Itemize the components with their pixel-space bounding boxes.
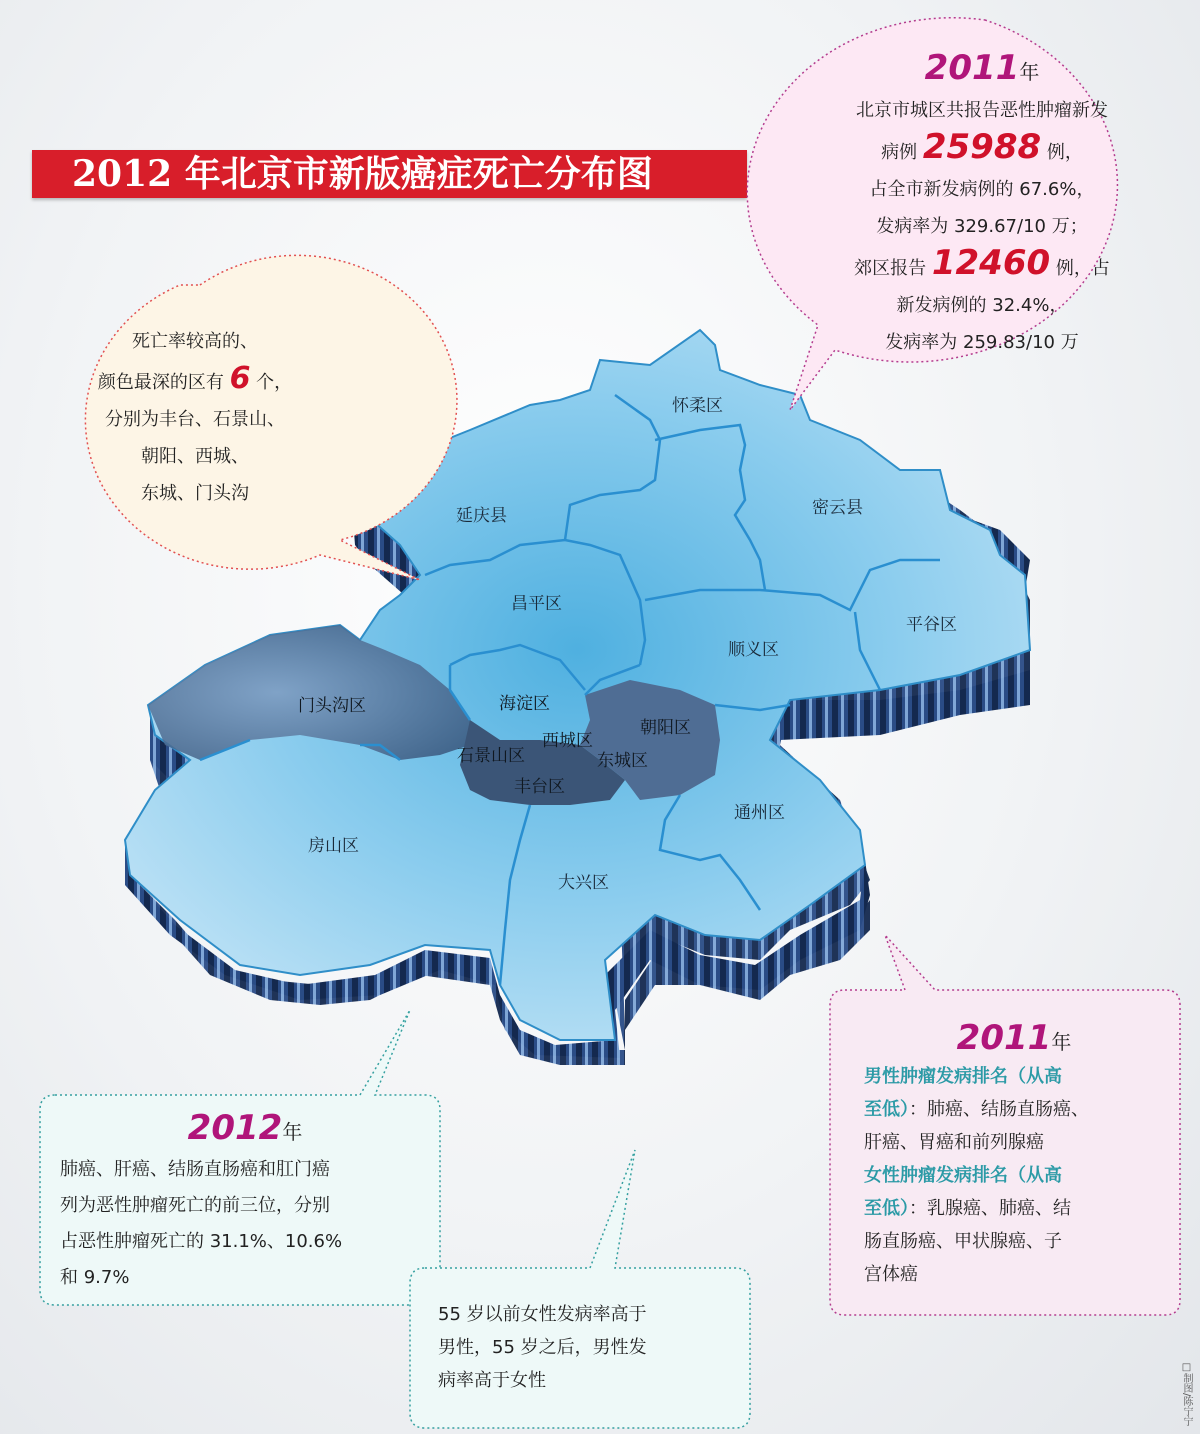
year-heading-2011-top: 2011年 [924,48,1040,88]
label-changping: 昌平区 [511,594,562,614]
bubble-top-right [812,50,1152,361]
label-mentougou: 门头沟区 [298,696,366,716]
stat-line-6: 新发病例的 32.4%， [896,295,1068,316]
label-miyun: 密云县 [812,498,863,518]
label-pinggu: 平谷区 [906,615,957,635]
label-dongcheng: 东城区 [597,751,648,771]
bl-line-2: 列为恶性肿瘤死亡的前三位，分别 [60,1195,330,1216]
stat-line-7: 发病率为 259.83/10 万 [885,332,1079,353]
year-heading-2011-bottom: 2011年 [956,1018,1072,1058]
credit: □制图/陈宁宁 [1181,1361,1192,1426]
left-line-1: 死亡率较高的、 [132,331,258,352]
label-haidian: 海淀区 [499,694,550,714]
male-heading: 男性肿瘤发病排名（从高 [864,1066,1062,1087]
label-shunyi: 顺义区 [728,640,779,660]
label-xicheng: 西城区 [542,731,593,751]
year-heading-2012: 2012年 [187,1108,303,1148]
female-line-1: 至低）：乳腺癌、肺癌、结 [864,1198,1071,1219]
bubble-bottom-mid [438,1298,738,1397]
male-line-2: 肝癌、胃癌和前列腺癌 [864,1132,1044,1153]
label-yanqing: 延庆县 [456,506,507,526]
label-chaoyang: 朝阳区 [640,718,691,738]
left-line-5: 东城、门头沟 [141,483,249,504]
male-line-1: 至低）：肺癌、结肠直肠癌、 [864,1099,1089,1120]
bubble-bottom-left [60,1110,430,1296]
label-shijingshan: 石景山区 [457,746,525,766]
label-fangshan: 房山区 [308,836,359,856]
stat-line-3: 占全市新发病例的 67.6%， [869,179,1095,200]
label-daxing: 大兴区 [558,873,609,893]
bl-line-3: 占恶性肿瘤死亡的 31.1%、10.6% [60,1231,343,1252]
stat-line-5: 郊区报告 12460 例，占 [854,243,1110,283]
bubble-bottom-right [864,1018,1164,1291]
female-line-2: 肠直肠癌、甲状腺癌、子 [864,1231,1062,1252]
page-title: 2012 年北京市新版癌症死亡分布图 [72,153,653,195]
stat-line-2: 病例 25988 例， [881,127,1083,167]
label-fengtai: 丰台区 [514,777,565,797]
bl-line-1: 肺癌、肝癌、结肠直肠癌和肛门癌 [60,1159,330,1180]
female-line-3: 宫体癌 [864,1264,918,1285]
label-huairou: 怀柔区 [672,396,723,416]
stat-line-1: 北京市城区共报告恶性肿瘤新发 [856,100,1108,121]
bm-line-3: 病率高于女性 [438,1370,546,1391]
bl-line-4: 和 9.7% [60,1267,130,1288]
female-heading: 女性肿瘤发病排名（从高 [864,1165,1062,1186]
label-tongzhou: 通州区 [734,803,785,823]
bm-line-2: 男性，55 岁之后，男性发 [438,1337,647,1358]
left-line-2: 颜色最深的区有 6 个， [97,361,293,396]
left-line-4: 朝阳、西城、 [141,446,249,467]
bubble-left [60,323,330,512]
left-line-3: 分别为丰台、石景山、 [105,409,285,430]
stat-line-4: 发病率为 329.67/10 万； [876,216,1088,237]
bm-line-1: 55 岁以前女性发病率高于 [438,1304,647,1325]
